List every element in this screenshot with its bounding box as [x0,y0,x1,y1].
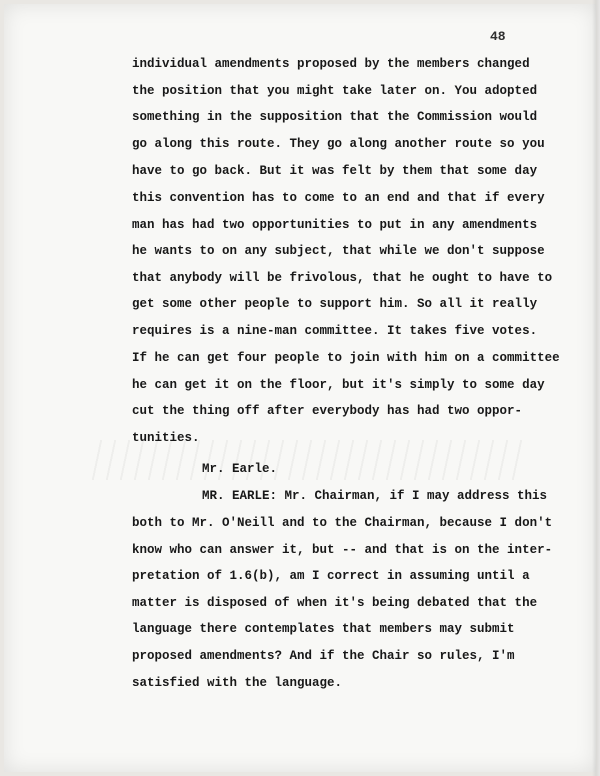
text-line-21: matter is disposed of when it's being debated that the [132,596,538,610]
text-line-22: language there contemplates that members may submit [132,622,515,636]
text-line-18: both to Mr. O'Neill and to the Chairman, because I don't [132,516,553,530]
text-line-9: that anybody will be frivolous, that he ought to have to [132,271,553,285]
text-line-10: get some other people to support him. So all it really [132,297,538,311]
text-line-23: proposed amendments? And if the Chair so rules, I'm [132,649,515,663]
text-line-12: If he can get four people to join with him on a committee [132,351,560,365]
text-line-20: pretation of 1.6(b), am I correct in assuming until a [132,569,530,583]
text-line-1: individual amendments proposed by the members changed [132,57,530,71]
text-line-4: go along this route. They go along another route so you [132,137,545,151]
text-line-8: he wants to on any subject, that while we don't suppose [132,244,545,258]
text-line-15: tunities. [132,431,200,445]
text-line-5: have to go back. But it was felt by them that some day [132,164,538,178]
text-line-24: satisfied with the language. [132,676,343,690]
page-number: 48 [490,29,506,44]
text-line-7: man has had two opportunities to put in any amendments [132,218,538,232]
text-line-19: know who can answer it, but -- and that is on the inter- [132,543,553,557]
text-line-14: cut the thing off after everybody has had two oppor- [132,404,523,418]
text-line-13: he can get it on the floor, but it's simply to some day [132,378,545,392]
text-line-11: requires is a nine-man committee. It takes five votes. [132,324,538,338]
text-line-2: the position that you might take later on. You adopted [132,84,538,98]
text-line-16: Mr. Earle. [202,462,278,476]
page-edge [592,0,600,776]
text-line-6: this convention has to come to an end and that if every [132,191,545,205]
show-through-text [86,440,525,480]
text-line-3: something in the supposition that the Commission would [132,110,538,124]
text-line-17: MR. EARLE: Mr. Chairman, if I may address this [202,489,548,503]
